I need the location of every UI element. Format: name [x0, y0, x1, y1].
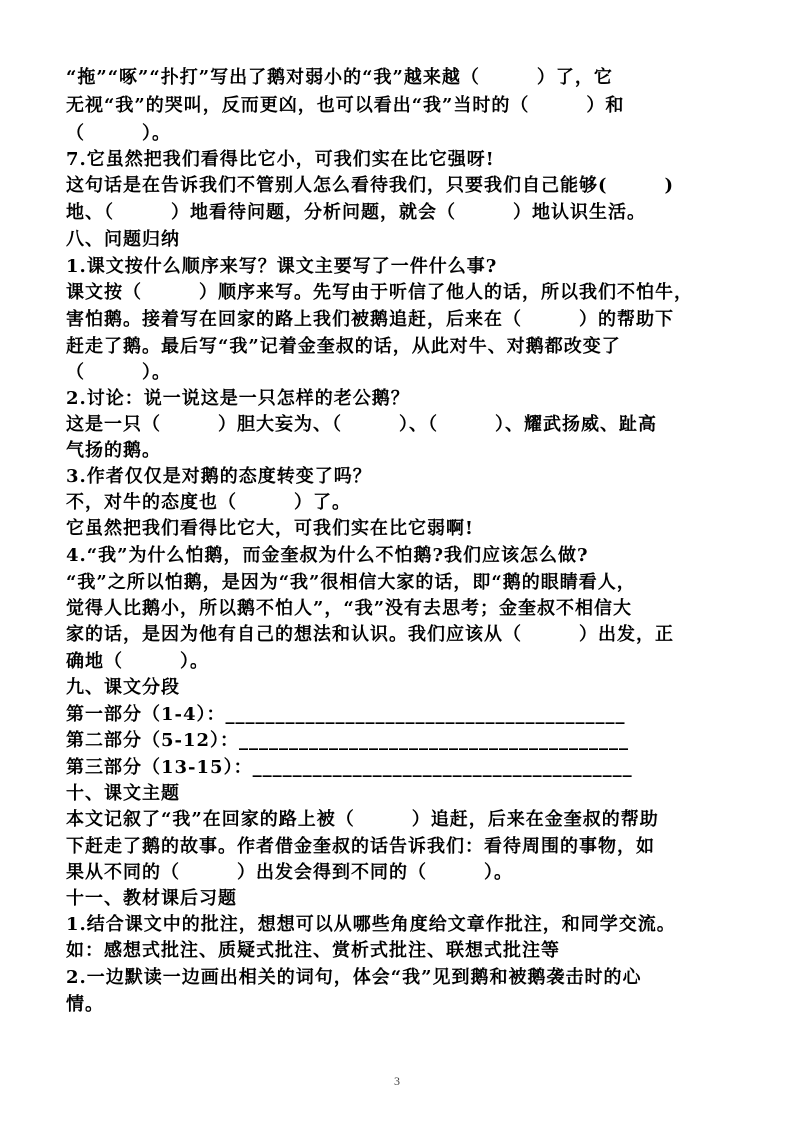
text-line: （ ）。 [66, 362, 171, 383]
question-4: 4.“我”为什么怕鹅，而金奎叔为什么不怕鹅?我们应该怎么做? [66, 545, 589, 566]
text-line: 地、（ ）地看待问题，分析问题，就会（ ）地认识生活。 [66, 202, 646, 223]
text-line: “拖”“啄”“扑打”写出了鹅对弱小的“我”越来越（ ）了，它 [66, 67, 613, 88]
exercise-1: 1.结合课文中的批注，想想可以从哪些角度给文章作批注，和同学交流。 [66, 914, 676, 935]
text-line: 课文按（ ）顺序来写。先写由于听信了他人的话，所以我们不怕牛， [66, 282, 693, 303]
part-one-answer-line: 第一部分（1-4）：________________________________________ [66, 704, 626, 725]
part-three-answer-line: 第三部分（13-15）：______________________________________ [66, 757, 633, 778]
text-line: 这句话是在告诉我们不管别人怎么看待我们，只要我们自己能够( ) [66, 175, 675, 196]
text-line: （ ）。 [66, 123, 171, 144]
section-heading-8: 八、问题归纳 [66, 229, 180, 250]
text-line: 家的话，是因为他有自己的想法和认识。我们应该从（ ）出发，正 [66, 624, 674, 645]
question-1: 1.课文按什么顺序来写？课文主要写了一件什么事? [66, 256, 498, 277]
text-line: 气扬的鹅。 [66, 440, 161, 461]
section-heading-10: 十、课文主题 [66, 783, 180, 804]
exercise-2: 2.一边默读一边画出相关的词句，体会“我”见到鹅和被鹅袭击时的心 [66, 967, 642, 988]
text-line: 这是一只（ ）胆大妄为、（ ）、（ ）、耀武扬威、趾高 [66, 414, 657, 435]
text-line: 它虽然把我们看得比它大，可我们实在比它弱啊! [66, 518, 474, 539]
text-line: 本文记叙了“我”在回家的路上被（ ）追赶，后来在金奎叔的帮助 [66, 809, 659, 830]
page-number: 3 [394, 1074, 400, 1088]
text-line: 觉得人比鹅小，所以鹅不怕人”，“我”没有去思考；金奎叔不相信大 [66, 598, 633, 619]
question-2: 2.讨论：说一说这是一只怎样的老公鹅？ [66, 388, 410, 409]
section-heading-11: 十一、教材课后习题 [66, 888, 237, 909]
text-line: 情。 [66, 994, 104, 1015]
text-line: 如：感想式批注、质疑式批注、赏析式批注、联想式批注等 [66, 940, 560, 961]
text-line: 害怕鹅。接着写在回家的路上我们被鹅追赶，后来在（ ）的帮助下 [66, 309, 674, 330]
question-3: 3.作者仅仅是对鹅的态度转变了吗？ [66, 466, 372, 487]
text-line: 不，对牛的态度也（ ）了。 [66, 492, 351, 513]
text-line: 确地（ ）。 [66, 651, 209, 672]
question-7: 7.它虽然把我们看得比它小，可我们实在比它强呀! [66, 149, 495, 170]
text-line: 果从不同的（ ）出发会得到不同的（ ）。 [66, 862, 513, 883]
text-line: 下赶走了鹅的故事。作者借金奎叔的话告诉我们：看待周围的事物，如 [66, 836, 655, 857]
text-line: “我”之所以怕鹅，是因为“我”很相信大家的话，即“鹅的眼睛看人， [66, 572, 636, 593]
part-two-answer-line: 第二部分（5-12）：_______________________________________ [66, 730, 630, 751]
section-heading-9: 九、课文分段 [66, 677, 180, 698]
text-line: 赶走了鹅。最后写“我”记着金奎叔的话，从此对牛、对鹅都改变了 [66, 336, 621, 357]
text-line: 无视“我”的哭叫，反而更凶，也可以看出“我”当时的（ ）和 [66, 95, 625, 116]
